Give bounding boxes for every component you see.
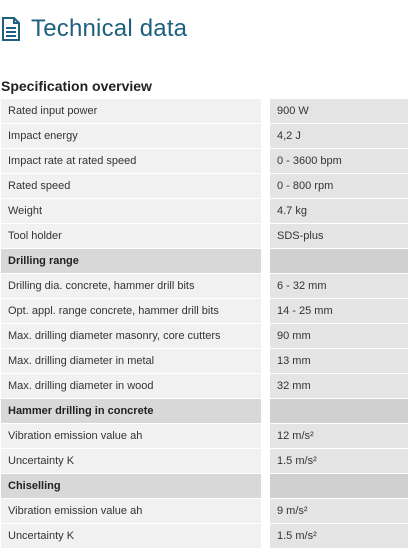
- group-heading: Drilling range: [1, 249, 261, 274]
- table-row: [1, 174, 408, 199]
- spec-value: 12 m/s²: [270, 424, 408, 449]
- column-separator: [261, 149, 270, 174]
- spec-label: Max. drilling diameter in metal: [1, 349, 261, 374]
- table-row: [1, 449, 408, 474]
- document-icon: [1, 17, 21, 41]
- spec-value: 900 W: [270, 99, 408, 124]
- table-row: [1, 349, 408, 374]
- table-row: [1, 374, 408, 399]
- group-heading: Chiselling: [1, 474, 261, 499]
- table-row: [1, 274, 408, 299]
- column-separator: [261, 199, 270, 224]
- column-separator: [261, 399, 270, 424]
- column-separator: [261, 374, 270, 399]
- specification-overview-heading: Specification overview: [1, 78, 152, 94]
- spec-value: 1.5 m/s²: [270, 524, 408, 549]
- column-separator: [261, 99, 270, 124]
- spec-value: 6 - 32 mm: [270, 274, 408, 299]
- page-header: [0, 12, 187, 46]
- table-row: [1, 124, 408, 149]
- spec-value: 9 m/s²: [270, 499, 408, 524]
- table-group-row: [1, 399, 408, 424]
- spec-label: Max. drilling diameter in wood: [1, 374, 261, 399]
- spec-value: 0 - 800 rpm: [270, 174, 408, 199]
- specification-table: [1, 99, 408, 549]
- table-row: [1, 149, 408, 174]
- column-separator: [261, 349, 270, 374]
- table-row: [1, 199, 408, 224]
- spec-value: 32 mm: [270, 374, 408, 399]
- column-separator: [261, 299, 270, 324]
- column-separator: [261, 449, 270, 474]
- column-separator: [261, 224, 270, 249]
- spec-label: Uncertainty K: [1, 449, 261, 474]
- table-group-row: [1, 474, 408, 499]
- spec-value: 0 - 3600 bpm: [270, 149, 408, 174]
- group-value-empty: [270, 249, 408, 274]
- table-row: [1, 99, 408, 124]
- spec-value: 1.5 m/s²: [270, 449, 408, 474]
- column-separator: [261, 274, 270, 299]
- spec-label: Drilling dia. concrete, hammer drill bits: [1, 274, 261, 299]
- spec-label: Opt. appl. range concrete, hammer drill bits: [1, 299, 261, 324]
- group-value-empty: [270, 474, 408, 499]
- table-row: [1, 499, 408, 524]
- column-separator: [261, 474, 270, 499]
- column-separator: [261, 324, 270, 349]
- spec-value: 4.7 kg: [270, 199, 408, 224]
- table-row: [1, 424, 408, 449]
- spec-label: Max. drilling diameter masonry, core cutters: [1, 324, 261, 349]
- spec-label: Rated input power: [1, 99, 261, 124]
- spec-label: Tool holder: [1, 224, 261, 249]
- table-row: [1, 224, 408, 249]
- spec-label: Vibration emission value ah: [1, 499, 261, 524]
- table-group-row: [1, 249, 408, 274]
- table-row: [1, 324, 408, 349]
- spec-value: 14 - 25 mm: [270, 299, 408, 324]
- group-value-empty: [270, 399, 408, 424]
- spec-value: 4,2 J: [270, 124, 408, 149]
- column-separator: [261, 249, 270, 274]
- table-row: [1, 299, 408, 324]
- spec-label: Impact energy: [1, 124, 261, 149]
- spec-value: SDS-plus: [270, 224, 408, 249]
- page-title: Technical data: [31, 15, 188, 42]
- column-separator: [261, 499, 270, 524]
- column-separator: [261, 524, 270, 549]
- spec-label: Rated speed: [1, 174, 261, 199]
- table-row: [1, 524, 408, 549]
- column-separator: [261, 424, 270, 449]
- spec-label: Weight: [1, 199, 261, 224]
- spec-label: Uncertainty K: [1, 524, 261, 549]
- spec-value: 13 mm: [270, 349, 408, 374]
- column-separator: [261, 124, 270, 149]
- group-heading: Hammer drilling in concrete: [1, 399, 261, 424]
- spec-label: Vibration emission value ah: [1, 424, 261, 449]
- column-separator: [261, 174, 270, 199]
- spec-label: Impact rate at rated speed: [1, 149, 261, 174]
- spec-value: 90 mm: [270, 324, 408, 349]
